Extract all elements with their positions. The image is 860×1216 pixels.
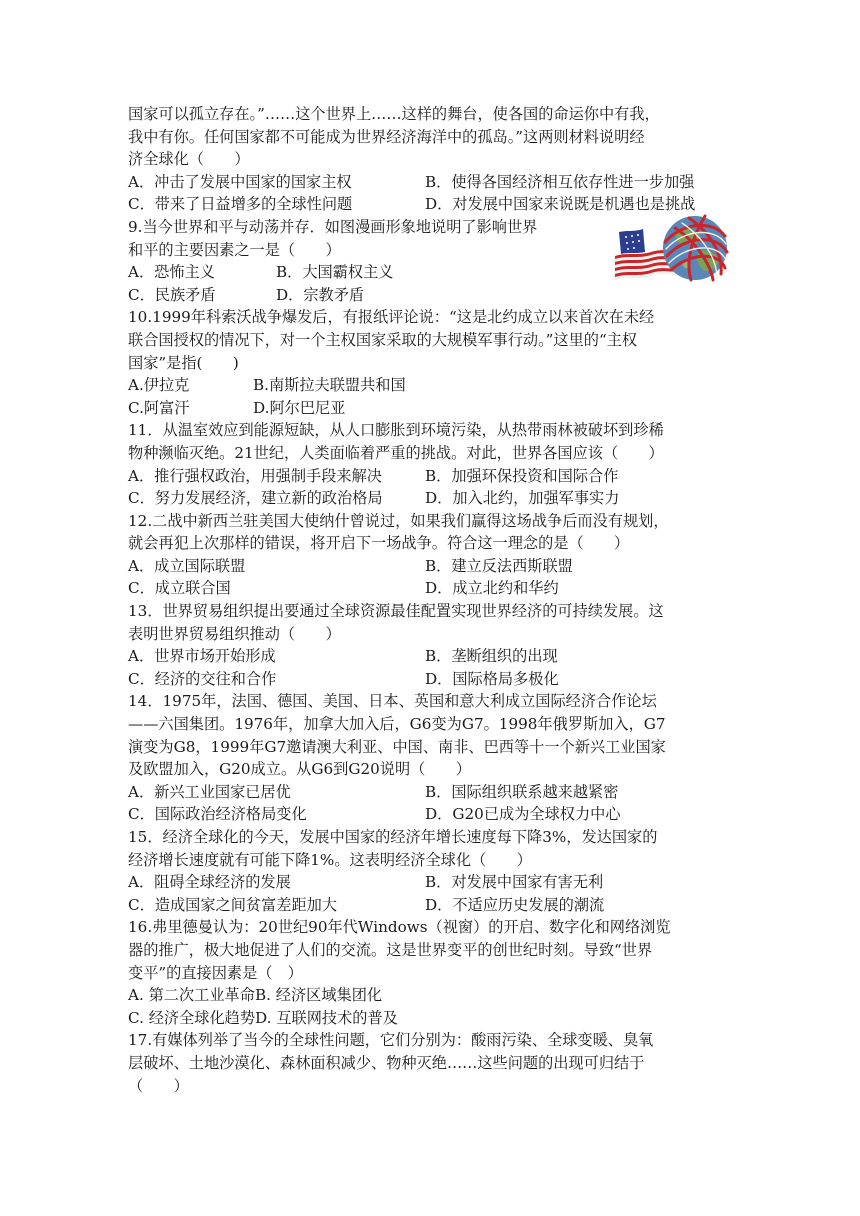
q16-option-c: C. 经济全球化趋势 (128, 1008, 256, 1027)
q14-options-row (128, 781, 738, 804)
q10-option-b: B.南斯拉夫联盟共和国 (253, 376, 406, 395)
q11-option-d: D．加入北约，加强军事实力 (425, 489, 620, 508)
q14-text-line: 演变为G8，1999年G7邀请澳大利亚、中国、南非、巴西等十一个新兴工业国家 (128, 737, 666, 756)
q10-option-c: C.阿富汗 (128, 398, 190, 417)
q13-text-line: 13．世界贸易组织提出要通过全球资源最佳配置实现世界经济的可持续发展。这 (128, 602, 664, 621)
q8-text-line: 国家可以孤立存在。”……这个世界上……这样的舞台，使各国的命运你中有我， (128, 105, 660, 123)
q14-text-line: 14．1975年，法国、德国、美国、日本、英国和意大利成立国际经济合作论坛 (128, 692, 657, 711)
q8-option-c: C．带来了日益增多的全球性问题 (128, 195, 353, 214)
q8-option-a: A．冲击了发展中国家的国家主权 (128, 172, 352, 191)
q10-option-d: D.阿尔巴尼亚 (253, 398, 346, 417)
q9-option-b: B．大国霸权主义 (276, 263, 394, 282)
q16-options-row (128, 1007, 738, 1030)
q15-option-a: A．阻碍全球经济的发展 (128, 873, 291, 892)
q12-option-d: D．成立北约和华约 (425, 579, 559, 598)
q9-option-a: A．恐怖主义 (128, 263, 215, 282)
q8-text-line: 济全球化（ ） (128, 150, 250, 169)
q8-options-row (128, 171, 738, 194)
q15-text-line: 15．经济全球化的今天，发展中国家的经济年增长速度每下降3%，发达国家的 (128, 828, 658, 846)
q13-options-row (128, 645, 738, 668)
q17-text-line: （ ） (128, 1076, 189, 1095)
q8-text-line: 我中有你。任何国家都不可能成为世界经济海洋中的孤岛。”这两则材料说明经 (128, 127, 645, 146)
q9-text-line: 和平的主要因素之一是（ ） (128, 240, 341, 259)
q12-options-row (128, 577, 738, 600)
q16-text-line: 器的推广，极大地促进了人们的交流。这是世界变平的创世纪时刻。导致“世界 (128, 940, 653, 959)
q13-option-b: B．垄断组织的出现 (425, 647, 558, 666)
q14-text-line: 及欧盟加入，G20成立。从G6到G20说明（ ） (128, 760, 471, 779)
q8-option-d: D．对发展中国家来说既是机遇也是挑战 (425, 195, 696, 214)
q11-option-c: C．努力发展经济，建立新的政治格局 (128, 489, 383, 508)
q15-text-line: 经济增长速度就有可能下降1%。这表明经济全球化（ ） (128, 850, 532, 869)
q14-options-row (128, 803, 738, 826)
q10-text-line: 10.1999年科索沃战争爆发后，有报纸评论说：“这是北约成立以来首次在未经 (128, 308, 655, 327)
q11-text-line: 11．从温室效应到能源短缺，从人口膨胀到环境污染，从热带雨林被破坏到珍稀 (128, 421, 664, 440)
q9-option-d: D．宗教矛盾 (276, 285, 365, 304)
q14-option-a: A．新兴工业国家已居优 (128, 782, 291, 801)
q17-text-line: 层破坏、土地沙漠化、森林面积减少、物种灭绝……这些问题的出现可归结于 (128, 1053, 645, 1072)
q15-option-d: D．不适应历史发展的潮流 (425, 895, 605, 914)
q14-option-d: D．G20已成为全球权力中心 (425, 805, 621, 824)
q8-option-b: B．使得各国经济相互依存性进一步加强 (425, 172, 695, 191)
q16-text-line: 变平”的直接因素是（ ） (128, 963, 303, 982)
q16-options-row (128, 984, 738, 1007)
q10-options-row (128, 374, 738, 397)
q13-text-line: 表明世界贸易组织推动（ ） (128, 624, 341, 643)
q11-options-row (128, 465, 738, 488)
q14-option-c: C．国际政治经济格局变化 (128, 805, 307, 824)
q12-option-b: B．建立反法西斯联盟 (425, 556, 573, 575)
q10-text-line: 联合国授权的情况下，对一个主权国家采取的大规模军事行动。”这里的“主权 (128, 330, 638, 349)
q16-text-line: 16.弗里德曼认为：20世纪90年代Windows（视窗）的开启、数字化和网络浏览 (128, 918, 671, 937)
q11-options-row (128, 487, 738, 510)
q11-text-line: 物种濒临灭绝。21世纪，人类面临着严重的挑战。对此，世界各国应该（ ） (128, 443, 664, 462)
q10-text-line: 国家”是指( ) (128, 353, 239, 372)
q11-option-b: B．加强环保投资和国际合作 (425, 466, 619, 485)
q9-text-line: 9.当今世界和平与动荡并存．如图漫画形象地说明了影响世界 (128, 217, 538, 236)
q16-option-b: B. 经济区域集团化 (254, 986, 383, 1005)
q13-option-d: D．国际格局多极化 (425, 669, 559, 688)
q12-option-c: C．成立联合国 (128, 579, 231, 598)
q10-options-row (128, 397, 738, 420)
q16-option-d: D. 互联网技术的普及 (255, 1008, 398, 1027)
q14-option-b: B．国际组织联系越来越紧密 (425, 782, 619, 801)
q13-option-c: C．经济的交往和合作 (128, 669, 277, 688)
q14-text-line: ——六国集团。1976年，加拿大加入后，G6变为G7。1998年俄罗斯加入，G7 (128, 715, 666, 734)
q13-option-a: A．世界市场开始形成 (128, 647, 276, 666)
q16-option-a: A. 第二次工业革命 (128, 986, 255, 1005)
q9-options-row (128, 284, 738, 307)
q11-option-a: A．推行强权政治，用强制手段来解决 (128, 466, 382, 485)
q13-options-row (128, 668, 738, 691)
q15-options-row (128, 894, 738, 917)
q9-option-c: C．民族矛盾 (128, 285, 216, 304)
q15-option-b: B．对发展中国家有害无利 (425, 873, 604, 892)
q12-option-a: A．成立国际联盟 (128, 556, 246, 575)
q15-options-row (128, 871, 738, 894)
q10-option-a: A.伊拉克 (128, 376, 190, 395)
q15-option-c: C．造成国家之间贫富差距加大 (128, 895, 338, 914)
q17-text-line: 17.有媒体列举了当今的全球性问题，它们分别为：酸雨污染、全球变暖、臭氧 (128, 1031, 654, 1050)
q12-text-line: 12.二战中新西兰驻美国大使纳什曾说过，如果我们赢得这场战争后而没有规划， (128, 511, 669, 530)
cartoon-globe-wrapped-by-us-flag-icon (613, 212, 731, 286)
q12-options-row (128, 555, 738, 578)
q12-text-line: 就会再犯上次那样的错误，将开启下一场战争。符合这一理念的是（ ） (128, 534, 630, 553)
